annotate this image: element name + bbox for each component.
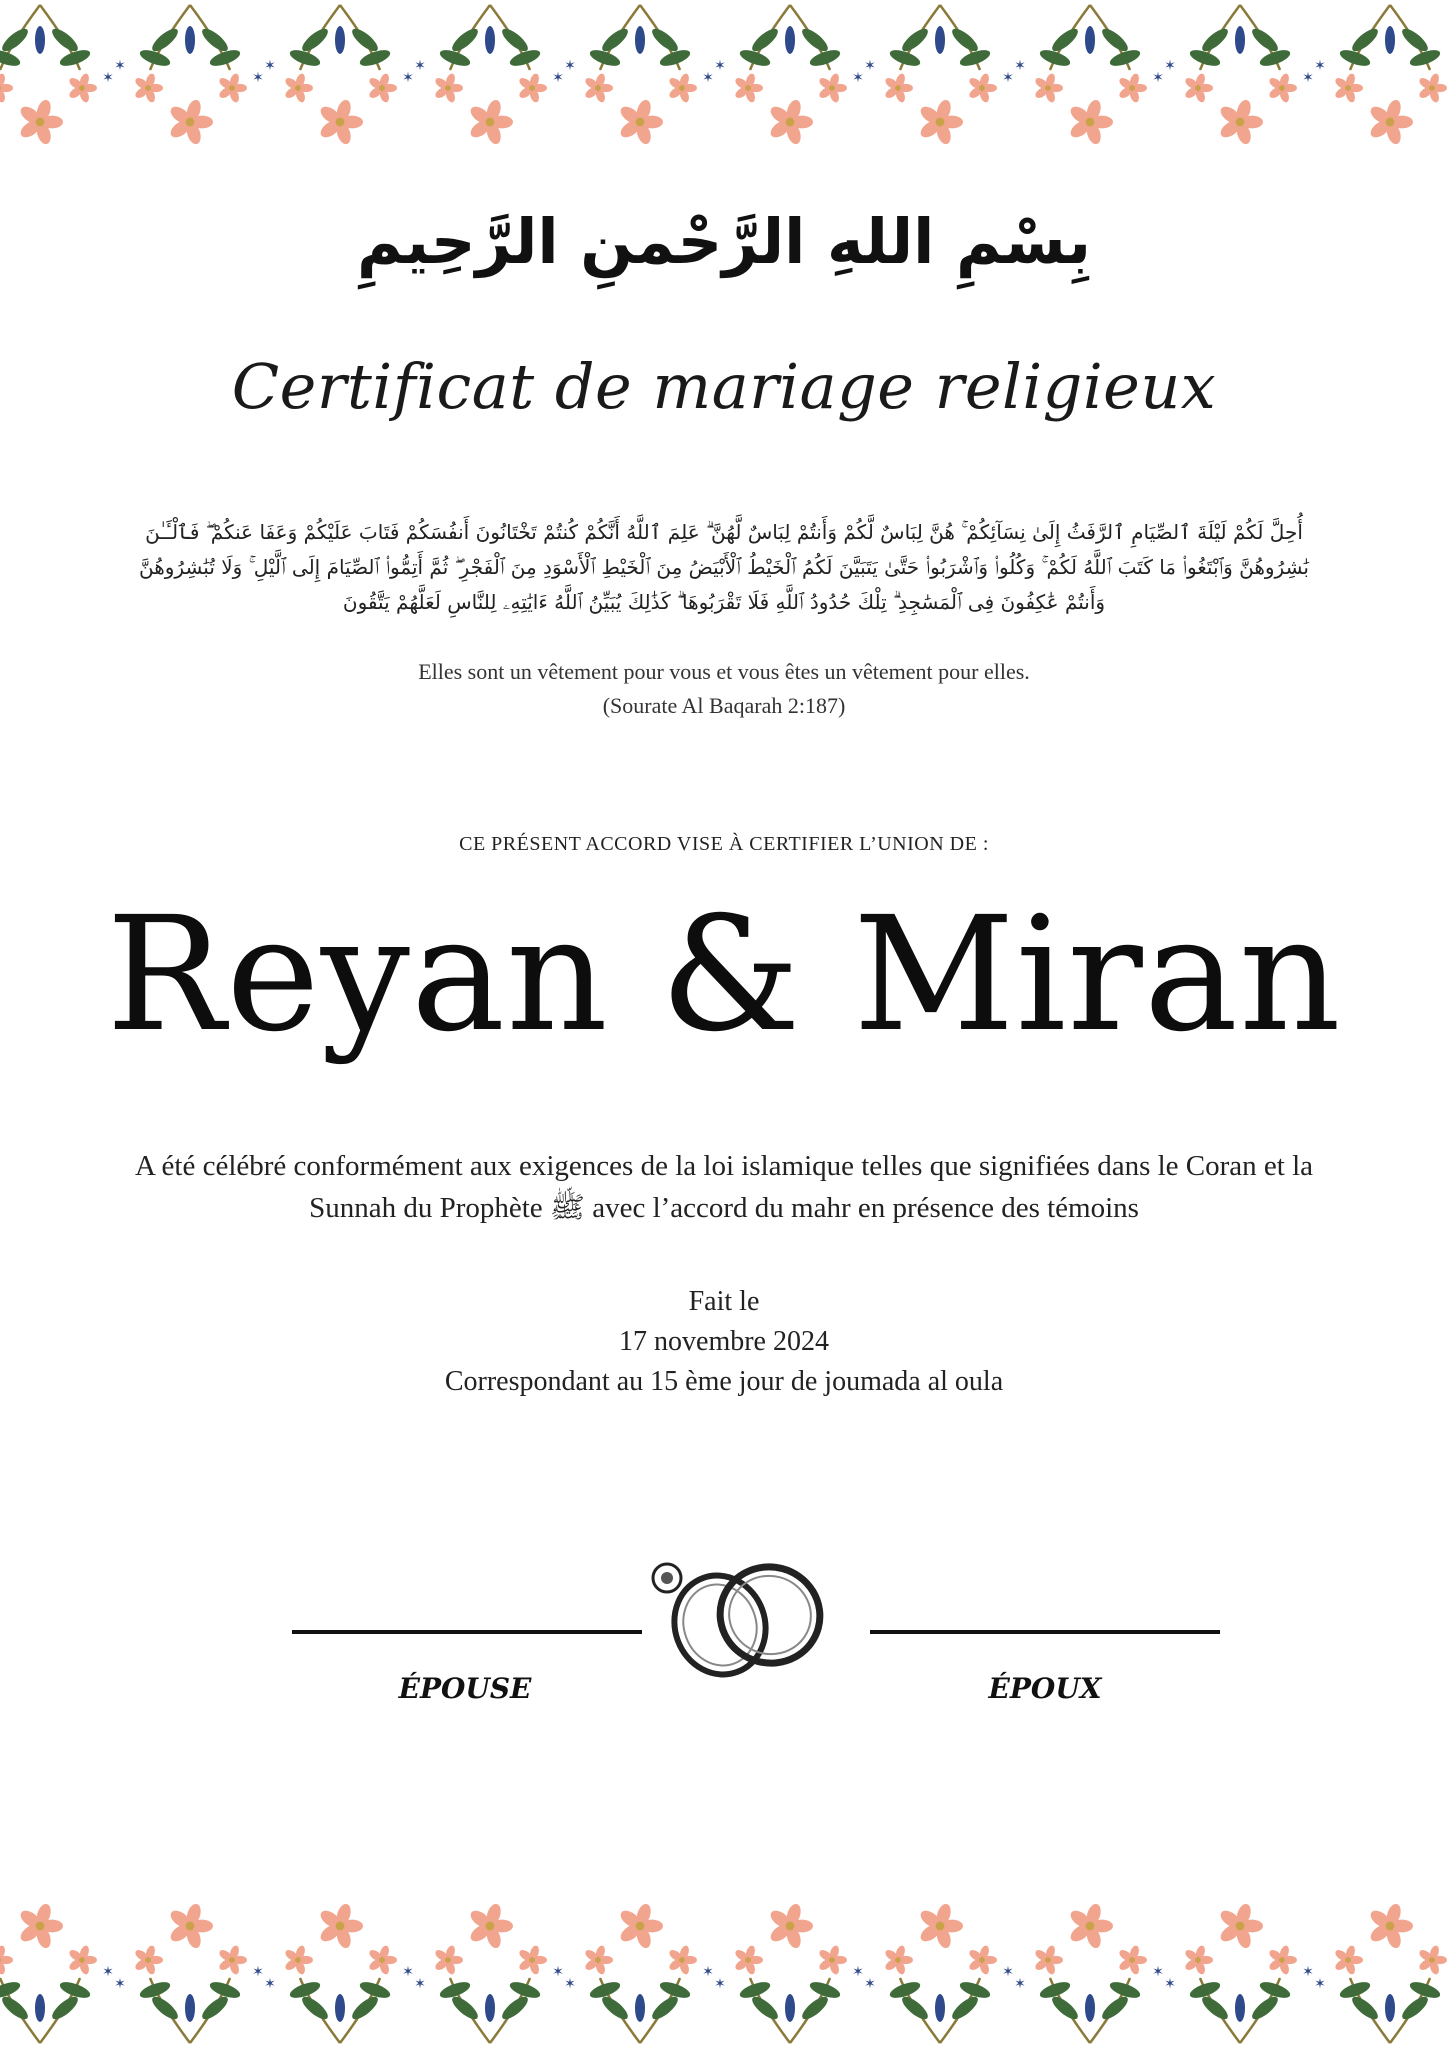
- husband-signature-line[interactable]: [870, 1630, 1220, 1634]
- ceremony-statement: [60, 1145, 1388, 1229]
- svg-text:✶: ✶: [1302, 1962, 1314, 1978]
- quran-verse: [50, 515, 1398, 620]
- svg-text:✶: ✶: [564, 58, 576, 74]
- svg-text:✶: ✶: [714, 58, 726, 74]
- svg-text:✶: ✶: [102, 1962, 114, 1978]
- date-block: [0, 1282, 1448, 1402]
- husband-label: ÉPOUX: [988, 1672, 1102, 1705]
- svg-text:✶: ✶: [414, 1974, 426, 1990]
- couple-names: Reyan & Miran: [106, 883, 1342, 1067]
- verse-line-2: بَٰشِرُوهُنَّ وَٱبْتَغُوا۟ مَا كَتَبَ ٱللَّهُ لَكُمْ ۚ وَكُلُوا۟ وَٱشْرَبُوا۟ حَتَّىٰ يَتَبَيَّنَ لَكُمُ ٱلْخَيْطُ ٱلْأَبْيَضُ مِنَ ٱلْخَيْطِ ٱلْأَسْوَدِ مِنَ ٱلْفَجْرِ ۖ ثُمَّ أَتِمُّوا۟ ٱلصِّيَامَ إِلَى ٱلَّيْلِ ۚ وَلَا تُبَٰشِرُوهُنَّ: [139, 555, 1309, 579]
- basmala: بِسْمِ اللهِ الرَّحْمنِ الرَّحِيمِ: [356, 205, 1092, 278]
- svg-text:✶: ✶: [1164, 1974, 1176, 1990]
- svg-text:✶: ✶: [864, 1974, 876, 1990]
- verse-line-1: أُحِلَّ لَكُمْ لَيْلَةَ ٱلصِّيَامِ ٱلرَّفَثُ إِلَىٰ نِسَآئِكُمْ ۚ هُنَّ لِبَاسٌ لَّكُمْ وَأَنتُمْ لِبَاسٌ لَّهُنَّ ۗ عَلِمَ ٱللَّهُ أَنَّكُمْ كُنتُمْ تَخْتَانُونَ أَنفُسَكُمْ فَتَابَ عَلَيْكُمْ وَعَفَا عَنكُمْ ۖ فَٱلْـَٔـٰنَ: [145, 520, 1303, 544]
- svg-text:✶: ✶: [252, 1962, 264, 1978]
- translation-text: Elles sont un vêtement pour vous et vous êtes un vêtement pour elles.: [418, 659, 1030, 684]
- svg-text:✶: ✶: [1314, 1974, 1326, 1990]
- svg-text:✶: ✶: [864, 58, 876, 74]
- wife-signature-line[interactable]: [292, 1630, 642, 1634]
- svg-text:✶: ✶: [1302, 70, 1314, 86]
- svg-text:✶: ✶: [1002, 1962, 1014, 1978]
- svg-text:✶: ✶: [852, 70, 864, 86]
- svg-text:✶: ✶: [1002, 70, 1014, 86]
- svg-text:✶: ✶: [1014, 1974, 1026, 1990]
- svg-text:✶: ✶: [114, 1974, 126, 1990]
- svg-text:✶: ✶: [114, 58, 126, 74]
- svg-text:✶: ✶: [402, 70, 414, 86]
- wedding-rings-icon: [645, 1550, 840, 1685]
- svg-text:✶: ✶: [1314, 58, 1326, 74]
- top-floral-border: [0, 0, 1448, 150]
- svg-text:✶: ✶: [264, 58, 276, 74]
- svg-text:✶: ✶: [552, 1962, 564, 1978]
- statement-line-2: Sunnah du Prophète ﷺ avec l’accord du mahr en présence des témoins: [309, 1192, 1139, 1224]
- statement-line-1: A été célébré conformément aux exigences de la loi islamique telles que signifiées dans le Coran et la: [134, 1150, 1314, 1182]
- svg-text:✶: ✶: [1014, 58, 1026, 74]
- svg-text:✶: ✶: [414, 58, 426, 74]
- gregorian-date: 17 novembre 2024: [619, 1326, 829, 1357]
- svg-text:✶: ✶: [1152, 1962, 1164, 1978]
- page-title: Certificat de mariage religieux: [231, 350, 1217, 423]
- verse-line-3: وَأَنتُمْ عَٰكِفُونَ فِى ٱلْمَسَٰجِدِ ۗ تِلْكَ حُدُودُ ٱللَّهِ فَلَا تَقْرَبُوهَا ۗ كَذَٰلِكَ يُبَيِّنُ ٱللَّهُ ءَايَٰتِهِۦ لِلنَّاسِ لَعَلَّهُمْ يَتَّقُونَ: [342, 590, 1106, 614]
- svg-text:✶: ✶: [1152, 70, 1164, 86]
- svg-text:✶: ✶: [252, 70, 264, 86]
- date-label: Fait le: [688, 1286, 760, 1317]
- svg-text:✶: ✶: [564, 1974, 576, 1990]
- bottom-floral-border: [0, 1898, 1448, 2048]
- svg-text:✶: ✶: [1164, 58, 1176, 74]
- wife-label: ÉPOUSE: [398, 1672, 532, 1705]
- svg-text:✶: ✶: [714, 1974, 726, 1990]
- svg-text:✶: ✶: [702, 1962, 714, 1978]
- svg-text:✶: ✶: [552, 70, 564, 86]
- svg-text:✶: ✶: [102, 70, 114, 86]
- svg-text:✶: ✶: [702, 70, 714, 86]
- svg-text:✶: ✶: [264, 1974, 276, 1990]
- hijri-date: Correspondant au 15 ème jour de joumada al oula: [444, 1366, 1004, 1397]
- svg-text:✶: ✶: [402, 1962, 414, 1978]
- svg-text:✶: ✶: [852, 1962, 864, 1978]
- verse-translation: [0, 655, 1448, 723]
- translation-reference: (Sourate Al Baqarah 2:187): [602, 693, 846, 718]
- union-intro: CE PRÉSENT ACCORD VISE À CERTIFIER L’UNION DE :: [459, 833, 989, 855]
